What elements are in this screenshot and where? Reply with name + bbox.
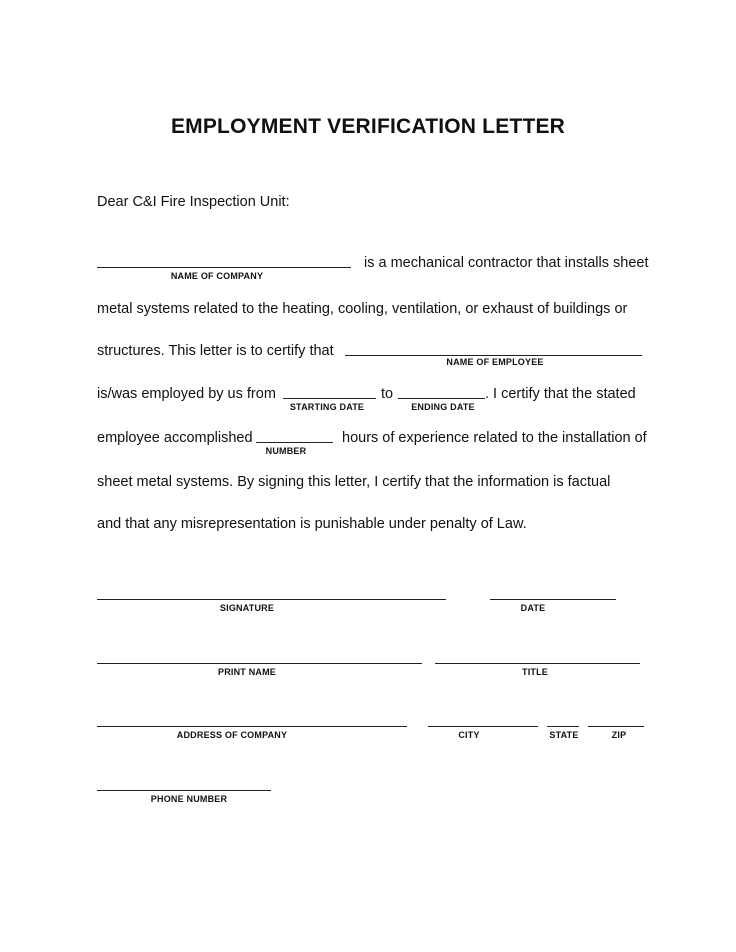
caption-name-of-employee: NAME OF EMPLOYEE [446, 357, 544, 367]
letter-line-2: metal systems related to the heating, cooling, ventilation, or exhaust of buildings or [97, 301, 628, 317]
company-address-field[interactable] [97, 726, 407, 727]
ending-date-field[interactable] [398, 398, 485, 399]
zip-field[interactable] [588, 726, 644, 727]
caption-zip: ZIP [611, 730, 627, 740]
title-field[interactable] [435, 663, 640, 664]
letter-line-4a: is/was employed by us from [97, 386, 276, 402]
caption-state: STATE [549, 730, 579, 740]
caption-signature: SIGNATURE [219, 603, 275, 613]
letter-line-3: structures. This letter is to certify that [97, 343, 334, 359]
state-field[interactable] [547, 726, 579, 727]
caption-title: TITLE [522, 667, 548, 677]
letter-line-6: sheet metal systems. By signing this letter, I certify that the information is factual [97, 474, 611, 490]
hours-number-field[interactable] [256, 442, 333, 443]
starting-date-field[interactable] [283, 398, 376, 399]
letter-line-1: is a mechanical contractor that installs sheet [364, 255, 649, 271]
caption-city: CITY [458, 730, 480, 740]
document-title: EMPLOYMENT VERIFICATION LETTER [170, 115, 566, 138]
letter-line-5b: hours of experience related to the installation of [342, 430, 647, 446]
letter-line-5a: employee accomplished [97, 430, 253, 446]
letter-line-4b: to [381, 386, 394, 402]
print-name-field[interactable] [97, 663, 422, 664]
company-name-field[interactable] [97, 267, 351, 268]
caption-ending-date: ENDING DATE [411, 402, 475, 412]
caption-starting-date: STARTING DATE [289, 402, 365, 412]
caption-number: NUMBER [265, 446, 307, 456]
salutation: Dear C&I Fire Inspection Unit: [97, 194, 290, 210]
signature-field[interactable] [97, 599, 446, 600]
caption-name-of-company: NAME OF COMPANY [170, 271, 264, 281]
employee-name-field[interactable] [345, 355, 642, 356]
letter-line-7: and that any misrepresentation is punishable under penalty of Law. [97, 516, 527, 532]
caption-address-of-company: ADDRESS OF COMPANY [176, 730, 288, 740]
caption-phone-number: PHONE NUMBER [150, 794, 228, 804]
caption-print-name: PRINT NAME [218, 667, 276, 677]
letter-line-4c: . I certify that the stated [485, 386, 636, 402]
caption-date: DATE [520, 603, 546, 613]
date-field[interactable] [490, 599, 616, 600]
phone-number-field[interactable] [97, 790, 271, 791]
city-field[interactable] [428, 726, 538, 727]
